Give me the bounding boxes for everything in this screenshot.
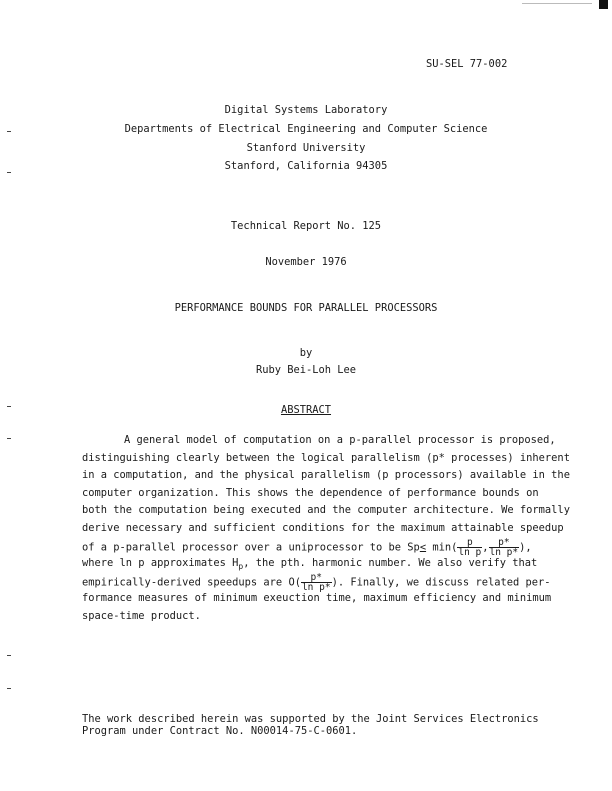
empirical-text-rest: ). Finally, we discuss related per- bbox=[331, 576, 551, 589]
abstract-line: derive necessary and sufficient conditions for the maximum attainable speedup bbox=[82, 521, 564, 534]
fraction-numerator: p bbox=[466, 536, 473, 548]
fraction-pstar-over-lnpstar-2 bbox=[301, 573, 332, 592]
abstract-line: formance measures of minimum exeuction time, maximum efficiency and minimum bbox=[82, 592, 552, 605]
by-label: by bbox=[299, 347, 313, 359]
fraction-denominator: ln p* bbox=[489, 546, 519, 558]
speedup-text: of a p-parallel processor over a uniprocessor to be Sp bbox=[82, 541, 420, 554]
report-number: Technical Report No. 125 bbox=[230, 220, 382, 232]
abstract-line-speedup bbox=[82, 538, 562, 556]
fraction-pstar-over-lnpstar bbox=[489, 538, 520, 557]
departments: Departments of Electrical Engineering and Computer Science bbox=[124, 123, 488, 135]
scan-edge-line bbox=[522, 3, 592, 4]
lab-name: Digital Systems Laboratory bbox=[224, 104, 388, 116]
abstract-heading bbox=[0, 404, 612, 417]
fraction-numerator: p* bbox=[310, 571, 322, 583]
fraction-numerator: p* bbox=[498, 536, 510, 548]
margin-tick bbox=[7, 655, 11, 656]
margin-tick bbox=[7, 438, 11, 439]
empirical-text: empirically-derived speedups are O( bbox=[82, 576, 301, 589]
footnote-line-2: Program under Contract No. N00014-75-C-0601. bbox=[82, 725, 358, 737]
fraction-p-over-lnp bbox=[457, 538, 482, 557]
harmonic-subscript: p bbox=[238, 562, 244, 572]
fraction-denominator: ln p bbox=[458, 546, 482, 558]
abstract-line: computer organization. This shows the dependence of performance bounds on bbox=[82, 486, 539, 499]
report-date: November 1976 bbox=[265, 256, 347, 268]
abstract-line: in a computation, and the physical parallelism (p processors) available in the bbox=[82, 469, 570, 482]
min-text: min( bbox=[426, 541, 458, 554]
abstract-line: A general model of computation on a p-parallel processor is proposed, bbox=[124, 434, 556, 446]
harmonic-text-rest: , the pth. harmonic number. We also verify that bbox=[243, 557, 538, 570]
leq-symbol: < bbox=[419, 541, 427, 554]
abstract-line: distinguishing clearly between the logical parallelism (p* processes) inherent bbox=[82, 451, 570, 464]
university: Stanford University bbox=[246, 142, 366, 154]
abstract-body bbox=[82, 432, 570, 626]
harmonic-text: where ln p approximates H bbox=[82, 557, 239, 570]
min-close: ), bbox=[519, 541, 532, 554]
paper-title: PERFORMANCE BOUNDS FOR PARALLEL PROCESSORS bbox=[174, 302, 438, 314]
margin-tick bbox=[7, 688, 11, 689]
abstract-line-empirical bbox=[82, 573, 562, 591]
report-id: SU-SEL 77-002 bbox=[426, 58, 508, 70]
author-name: Ruby Bei-Loh Lee bbox=[255, 364, 357, 376]
abstract-line: space-time product. bbox=[82, 609, 201, 622]
abstract-heading-text: ABSTRACT bbox=[280, 404, 332, 416]
abstract-line: both the computation being executed and the computer architecture. We formally bbox=[82, 504, 570, 517]
abstract-line-harmonic bbox=[82, 555, 562, 573]
scan-corner-mark bbox=[599, 0, 608, 9]
location: Stanford, California 94305 bbox=[224, 160, 388, 172]
fraction-separator: , bbox=[482, 541, 489, 554]
footnote-line-1: The work described herein was supported by the Joint Services Electronics bbox=[82, 713, 539, 725]
fraction-denominator: ln p* bbox=[301, 581, 331, 593]
